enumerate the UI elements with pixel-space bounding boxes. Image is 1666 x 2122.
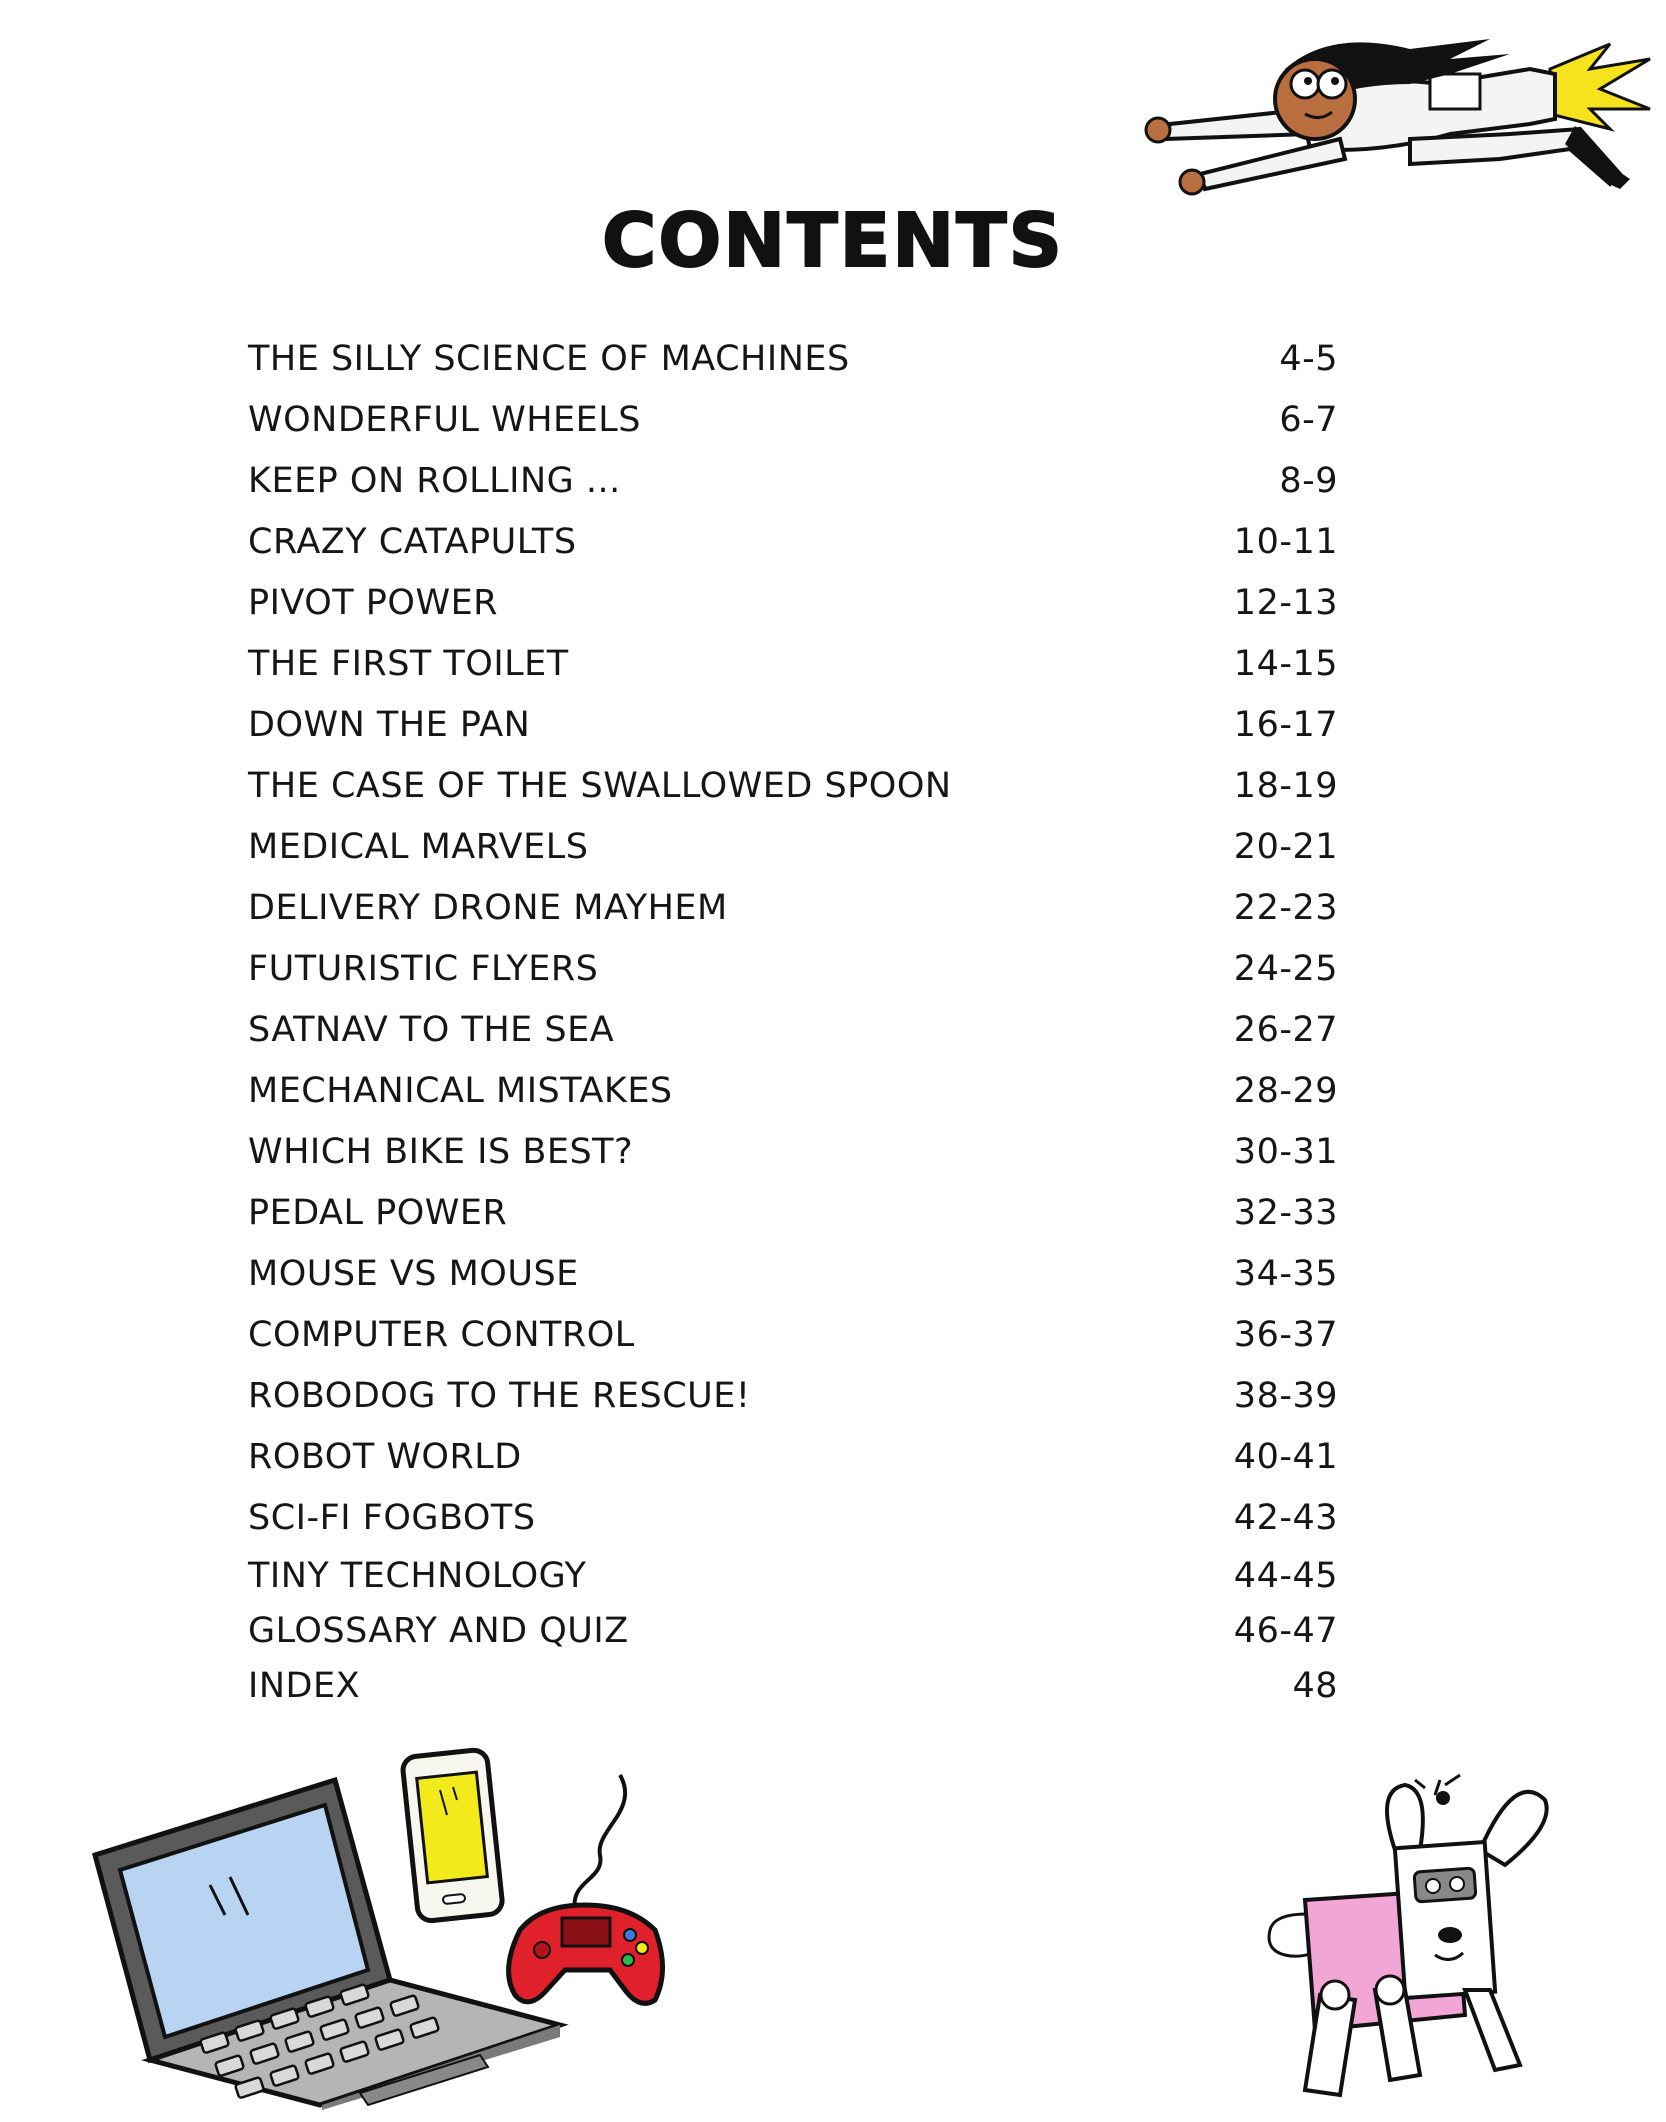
toc-entry bbox=[248, 572, 1338, 633]
flying-girl-illustration bbox=[1110, 14, 1655, 214]
toc-entry-pages: 18-19 bbox=[1233, 765, 1338, 806]
toc-entry bbox=[248, 633, 1338, 694]
toc-entry-pages: 6-7 bbox=[1279, 399, 1338, 440]
toc-entry-pages: 20-21 bbox=[1233, 826, 1338, 867]
toc-entry-pages: 8-9 bbox=[1279, 460, 1338, 501]
toc-entry bbox=[248, 1365, 1338, 1426]
page-title: CONTENTS bbox=[602, 198, 1064, 284]
toc-entry-title: TINY TECHNOLOGY bbox=[248, 1555, 587, 1596]
toc-entry bbox=[248, 938, 1338, 999]
toc-entry bbox=[248, 1243, 1338, 1304]
toc-entry-pages: 14-15 bbox=[1233, 643, 1338, 684]
toc-entry-pages: 46-47 bbox=[1233, 1610, 1338, 1651]
toc-entry-title: MECHANICAL MISTAKES bbox=[248, 1070, 673, 1111]
toc-entry bbox=[248, 877, 1338, 938]
toc-entry bbox=[248, 1060, 1338, 1121]
table-of-contents bbox=[248, 328, 1338, 1713]
toc-entry-title: PIVOT POWER bbox=[248, 582, 499, 623]
toc-entry-pages: 44-45 bbox=[1233, 1555, 1338, 1596]
toc-entry-pages: 42-43 bbox=[1233, 1497, 1338, 1538]
toc-entry-pages: 28-29 bbox=[1233, 1070, 1338, 1111]
toc-entry-title: FUTURISTIC FLYERS bbox=[248, 948, 599, 989]
toc-entry-pages: 40-41 bbox=[1233, 1436, 1338, 1477]
toc-entry-title: MOUSE VS MOUSE bbox=[248, 1253, 579, 1294]
toc-entry bbox=[248, 1426, 1338, 1487]
toc-entry-title: SATNAV TO THE SEA bbox=[248, 1009, 615, 1050]
toc-entry-pages: 16-17 bbox=[1233, 704, 1338, 745]
toc-entry-title: PEDAL POWER bbox=[248, 1192, 508, 1233]
toc-entry-pages: 48 bbox=[1292, 1665, 1338, 1706]
toc-entry-pages: 32-33 bbox=[1233, 1192, 1338, 1233]
toc-entry bbox=[248, 450, 1338, 511]
toc-entry-pages: 30-31 bbox=[1233, 1131, 1338, 1172]
toc-entry-title: WHICH BIKE IS BEST? bbox=[248, 1131, 634, 1172]
toc-entry bbox=[248, 755, 1338, 816]
toc-entry bbox=[248, 1548, 1338, 1603]
toc-entry bbox=[248, 511, 1338, 572]
toc-entry-title: KEEP ON ROLLING ... bbox=[248, 460, 621, 501]
toc-entry-title: CRAZY CATAPULTS bbox=[248, 521, 577, 562]
toc-entry-pages: 26-27 bbox=[1233, 1009, 1338, 1050]
toc-entry-title: ROBODOG TO THE RESCUE! bbox=[248, 1375, 751, 1416]
toc-entry-title: THE FIRST TOILET bbox=[248, 643, 569, 684]
jet-flame-icon bbox=[1550, 44, 1650, 129]
toc-entry-title: MEDICAL MARVELS bbox=[248, 826, 589, 867]
toc-entry bbox=[248, 1603, 1338, 1658]
toc-entry-pages: 36-37 bbox=[1233, 1314, 1338, 1355]
toc-entry-pages: 10-11 bbox=[1233, 521, 1338, 562]
toc-entry-title: COMPUTER CONTROL bbox=[248, 1314, 635, 1355]
toc-entry-pages: 4-5 bbox=[1279, 338, 1338, 379]
toc-entry bbox=[248, 1487, 1338, 1548]
toc-entry bbox=[248, 1658, 1338, 1713]
toc-entry-title: DOWN THE PAN bbox=[248, 704, 531, 745]
toc-entry-title: INDEX bbox=[248, 1665, 361, 1706]
phone-illustration bbox=[395, 1745, 515, 1930]
toc-entry bbox=[248, 328, 1338, 389]
toc-entry-title: DELIVERY DRONE MAYHEM bbox=[248, 887, 728, 928]
toc-entry bbox=[248, 999, 1338, 1060]
toc-entry-title: ROBOT WORLD bbox=[248, 1436, 522, 1477]
toc-entry-pages: 12-13 bbox=[1233, 582, 1338, 623]
toc-entry bbox=[248, 389, 1338, 450]
toc-entry-pages: 24-25 bbox=[1233, 948, 1338, 989]
toc-entry-pages: 34-35 bbox=[1233, 1253, 1338, 1294]
toc-entry-pages: 38-39 bbox=[1233, 1375, 1338, 1416]
robodog-illustration bbox=[1245, 1750, 1635, 2115]
toc-entry-title: SCI-FI FOGBOTS bbox=[248, 1497, 536, 1538]
toc-entry bbox=[248, 816, 1338, 877]
toc-entry-pages: 22-23 bbox=[1233, 887, 1338, 928]
toc-entry-title: GLOSSARY AND QUIZ bbox=[248, 1610, 629, 1651]
toc-entry-title: WONDERFUL WHEELS bbox=[248, 399, 641, 440]
gamepad-illustration bbox=[500, 1770, 670, 2010]
toc-entry-title: THE SILLY SCIENCE OF MACHINES bbox=[248, 338, 850, 379]
toc-entry-title: THE CASE OF THE SWALLOWED SPOON bbox=[248, 765, 952, 806]
toc-entry bbox=[248, 1121, 1338, 1182]
toc-entry bbox=[248, 694, 1338, 755]
toc-entry bbox=[248, 1304, 1338, 1365]
toc-entry bbox=[248, 1182, 1338, 1243]
